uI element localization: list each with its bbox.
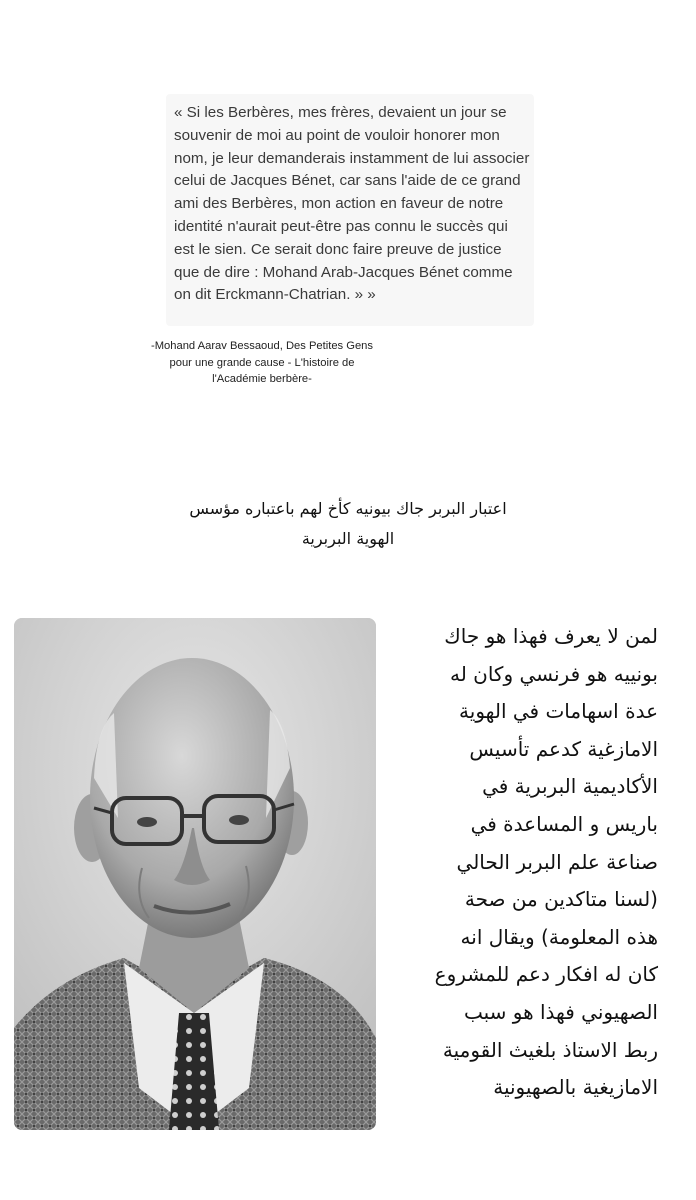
body-line: لمن لا يعرف فهذا هو جاك bbox=[444, 624, 658, 648]
caption-line: اعتبار البربر جاك بيونيه كأخ لهم باعتباره مؤسس bbox=[189, 499, 507, 518]
body-line: الامازيغية بالصهيونية bbox=[493, 1075, 658, 1100]
arabic-body-text bbox=[384, 618, 658, 1107]
body-line: الصهيوني فهذا هو سبب bbox=[463, 999, 658, 1024]
attribution-line: pour une grande cause - L'histoire de bbox=[169, 356, 355, 369]
arabic-caption bbox=[160, 494, 536, 554]
body-line: (لسنا متاكدين من صحة bbox=[464, 887, 658, 912]
quote-text: « Si les Berbères, mes frères, devaient un jour se souvenir de moi au point de vouloir honorer mon nom, je leur demanderais instamment de lui associer celui de Jacques Bénet, car sans l'aide de ce grand ami des Berbères, mon action en faveur de notre identité n'aurait peut-être pas connu le succès qui est le sien. Ce serait donc faire preuve de justice que de dire : Mohand Arab-Jacques Bénet comme on dit Erckmann-Chatrian. » » bbox=[174, 104, 530, 304]
body-line: عدة اسهامات في الهوية bbox=[459, 699, 658, 724]
elderly-man-portrait-icon bbox=[14, 618, 376, 1130]
body-line: بونييه هو فرنسي وكان له bbox=[449, 661, 658, 686]
body-line: الامازغية كدعم تأسيس bbox=[469, 736, 658, 761]
portrait-photo bbox=[14, 618, 376, 1130]
body-line: باريس و المساعدة في bbox=[470, 811, 658, 836]
attribution-line: -Mohand Aarav Bessaoud, Des Petites Gens bbox=[150, 340, 373, 352]
body-line: هذه المعلومة) ويقال انه bbox=[460, 924, 658, 949]
body-line: الأكاديمية البربرية في bbox=[482, 774, 658, 799]
quote-card bbox=[166, 94, 534, 326]
body-line: كان له افكار دعم للمشروع bbox=[434, 962, 658, 987]
quote-attribution bbox=[150, 338, 374, 388]
body-line: ربط الاستاذ بلغيث القومية bbox=[442, 1037, 658, 1062]
body-line: صناعة علم البربر الحالي bbox=[456, 849, 658, 874]
caption-line: الهوية البربرية bbox=[301, 529, 395, 548]
attribution-line: l'Académie berbère- bbox=[212, 373, 312, 385]
